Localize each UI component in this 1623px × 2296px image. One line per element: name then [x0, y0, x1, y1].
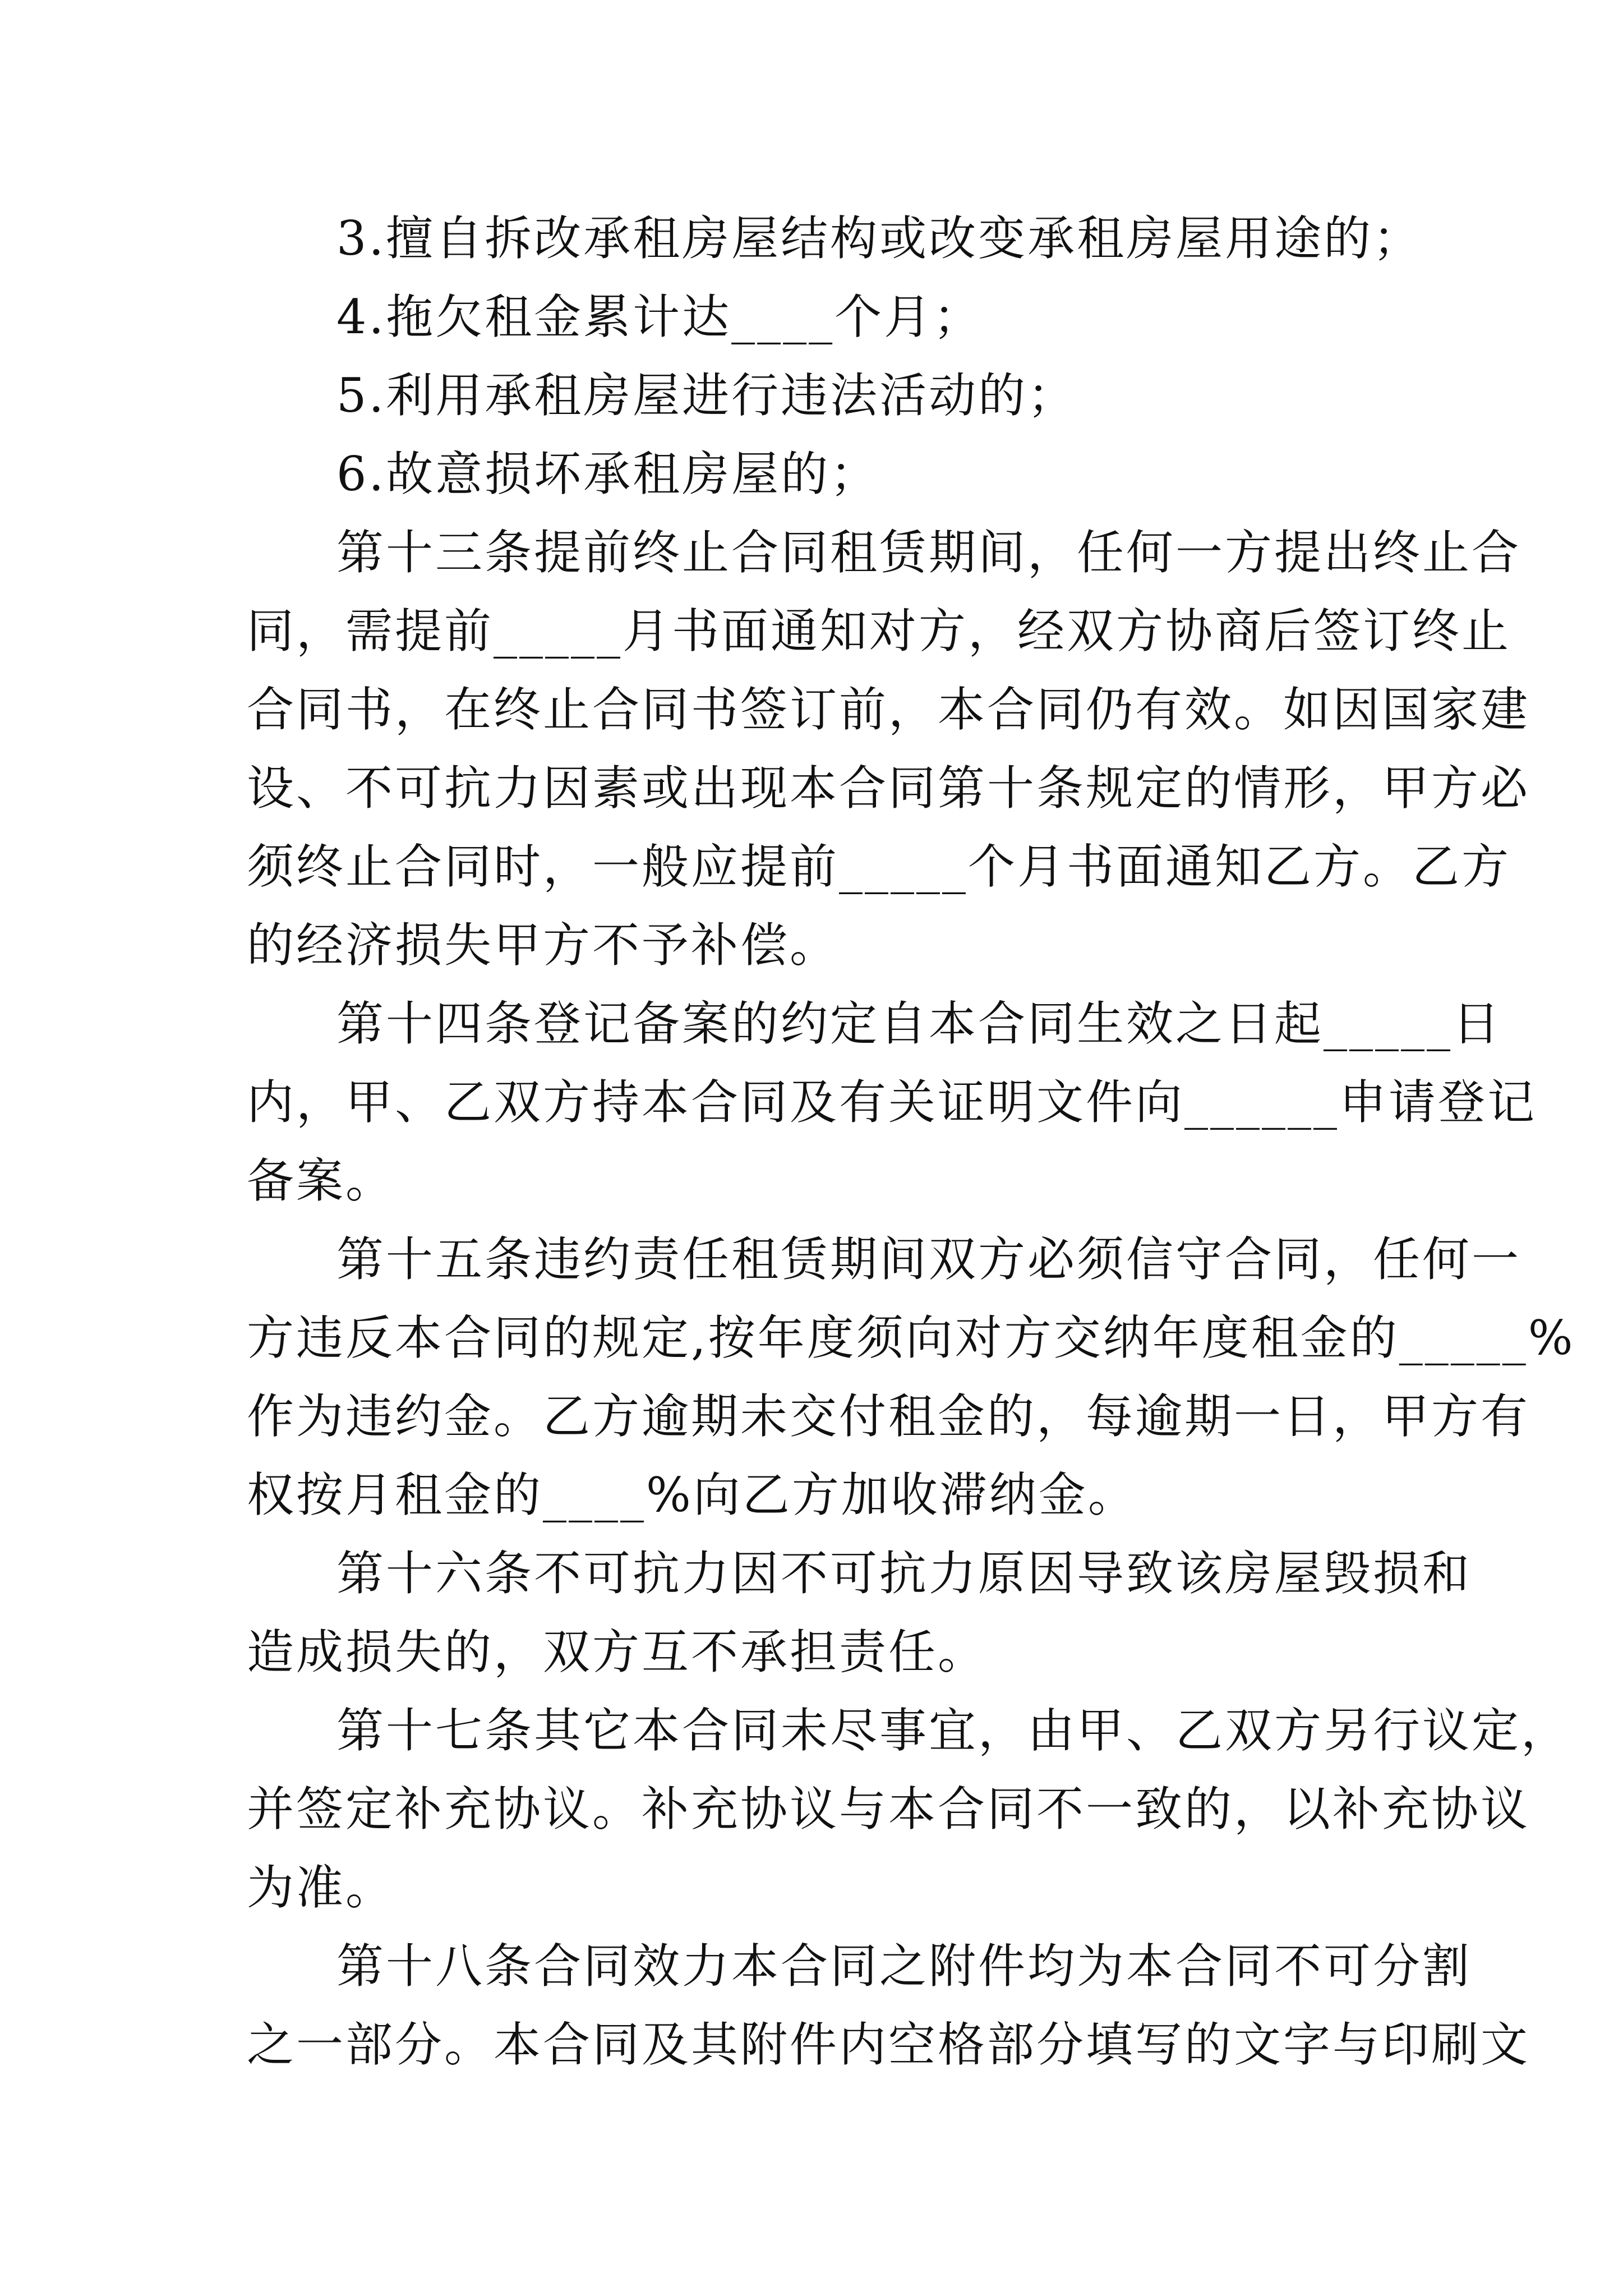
article-17-line-1: 第十七条其它本合同未尽事宜，由甲、乙双方另行议定， [336, 1703, 1571, 1758]
article-14-line-2: 内，甲、乙双方持本合同及有关证明文件向______申请登记 [247, 1075, 1537, 1130]
document-body [247, 199, 1575, 2084]
clause-item-3: 3.擅自拆改承租房屋结构或改变承租房屋用途的； [336, 211, 1423, 266]
article-14-line-3: 备案。 [247, 1153, 395, 1208]
article-18-line-1: 第十八条合同效力本合同之附件均为本合同不可分割 [336, 1939, 1472, 1994]
article-13-line-2: 同，需提前_____月书面通知对方，经双方协商后签订终止 [247, 604, 1511, 659]
article-17-line-3: 为准。 [247, 1860, 395, 1915]
article-13-line-1: 第十三条提前终止合同租赁期间，任何一方提出终止合 [336, 525, 1521, 580]
clause-item-6: 6.故意损坏承租房屋的； [336, 447, 880, 501]
clause-item-4: 4.拖欠租金累计达____个月； [336, 289, 983, 344]
article-17-line-2: 并签定补充协议。补充协议与本合同不一致的，以补充协议 [247, 1782, 1530, 1837]
article-13-line-5: 须终止合同时，一般应提前_____个月书面通知乙方。乙方 [247, 839, 1511, 894]
article-14-line-1: 第十四条登记备案的约定自本合同生效之日起_____日 [336, 996, 1502, 1051]
article-15-line-3: 作为违约金。乙方逾期未交付租金的，每逾期一日，甲方有 [247, 1389, 1530, 1444]
article-13-line-3: 合同书，在终止合同书签订前，本合同仍有效。如因国家建 [247, 682, 1530, 737]
article-16-line-1: 第十六条不可抗力因不可抗力原因导致该房屋毁损和 [336, 1546, 1472, 1601]
article-15-line-4: 权按月租金的____%向乙方加收滞纳金。 [247, 1467, 1137, 1522]
clause-item-5: 5.利用承租房屋进行违法活动的； [336, 368, 1077, 423]
article-13-line-6: 的经济损失甲方不予补偿。 [247, 918, 840, 973]
article-16-line-2: 造成损失的，双方互不承担责任。 [247, 1625, 988, 1680]
article-15-line-1: 第十五条违约责任租赁期间双方必须信守合同，任何一 [336, 1232, 1521, 1287]
article-18-line-2: 之一部分。本合同及其附件内空格部分填写的文字与印刷文 [247, 2017, 1530, 2072]
article-13-line-4: 设、不可抗力因素或出现本合同第十条规定的情形，甲方必 [247, 761, 1530, 816]
article-15-line-2: 方违反本合同的规定,按年度须向对方交纳年度租金的_____% [247, 1310, 1575, 1365]
